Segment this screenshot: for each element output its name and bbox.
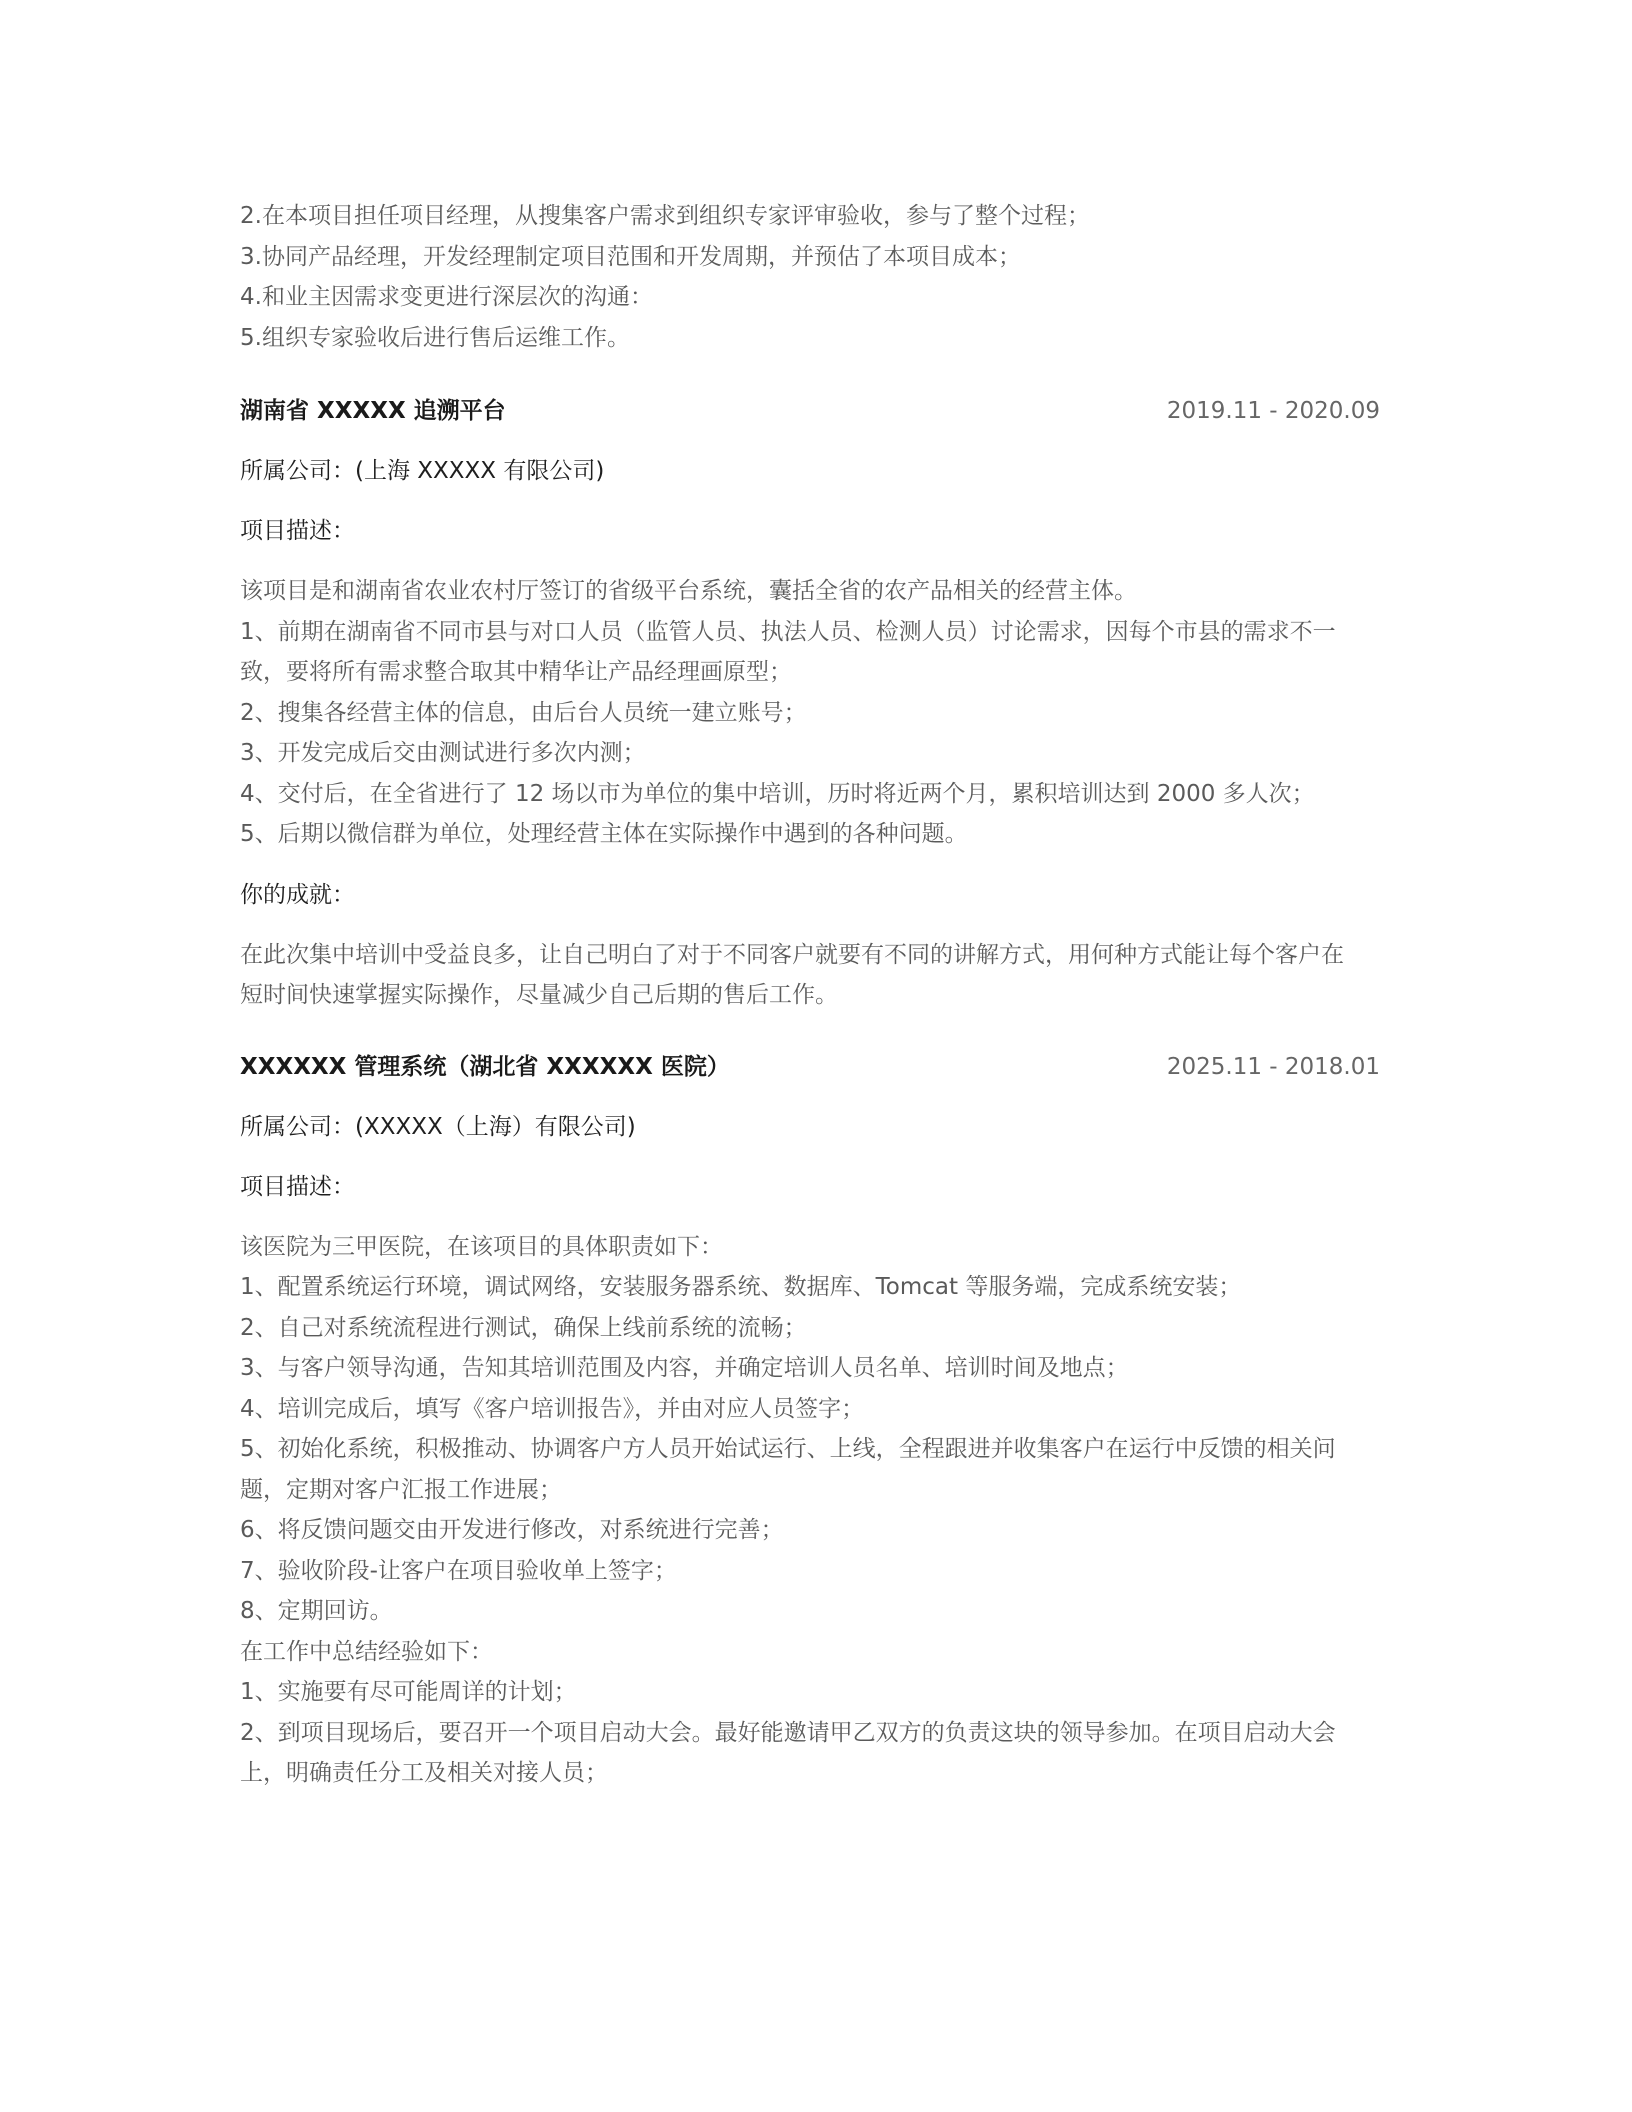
desc-line: 该项目是和湖南省农业农村厅签订的省级平台系统，囊括全省的农产品相关的经营主体。 xyxy=(240,578,1137,604)
desc-line: 1、实施要有尽可能周详的计划； xyxy=(240,1679,577,1705)
project-entry xyxy=(240,391,1380,1016)
desc-line: 3、开发完成后交由测试进行多次内测； xyxy=(240,740,646,766)
project-achievement xyxy=(240,935,1380,1016)
desc-line: 2、搜集各经营主体的信息，由后台人员统一建立账号； xyxy=(240,699,807,726)
desc-line: 2、到项目现场后，要召开一个项目启动大会。最好能邀请甲乙双方的负责这块的领导参加。在项目启动大会 xyxy=(240,1719,1336,1746)
intro-line: 2.在本项目担任项目经理，从搜集客户需求到组织专家评审验收，参与了整个过程； xyxy=(240,203,1090,229)
desc-line: 5、初始化系统，积极推动、协调客户方人员开始试运行、上线，全程跟进并收集客户在运行中反馈的相关问 xyxy=(240,1436,1336,1462)
achievement-line: 短时间快速掌握实际操作，尽量减少自己后期的售后工作。 xyxy=(240,982,838,1008)
achievement-line: 在此次集中培训中受益良多，让自己明白了对于不同客户就要有不同的讲解方式，用何种方式能让每个客户在 xyxy=(240,941,1344,968)
project-company: 所属公司：(上海 XXXXX 有限公司) xyxy=(240,458,605,484)
intro-line: 3.协同产品经理，开发经理制定项目范围和开发周期，并预估了本项目成本； xyxy=(240,243,1021,270)
project-description xyxy=(240,1227,1380,1794)
resume-page xyxy=(240,196,1380,1794)
project-title: XXXXXX 管理系统（湖北省 XXXXXX 医院） xyxy=(240,1053,730,1080)
desc-line: 5、后期以微信群为单位，处理经营主体在实际操作中遇到的各种问题。 xyxy=(240,821,968,847)
desc-line: 上，明确责任分工及相关对接人员； xyxy=(240,1760,608,1786)
desc-line: 4、交付后，在全省进行了 12 场以市为单位的集中培训，历时将近两个月，累积培训达到 2000 多人次； xyxy=(240,780,1315,807)
desc-line: 在工作中总结经验如下： xyxy=(240,1638,493,1665)
project-desc-label: 项目描述： xyxy=(240,518,355,544)
project-header xyxy=(240,391,1380,431)
desc-line: 2、自己对系统流程进行测试，确保上线前系统的流畅； xyxy=(240,1314,807,1341)
desc-line: 8、定期回访。 xyxy=(240,1598,393,1624)
intro-line: 5.组织专家验收后进行售后运维工作。 xyxy=(240,324,630,351)
desc-line: 7、验收阶段-让客户在项目验收单上签字； xyxy=(240,1557,677,1584)
project-entry xyxy=(240,1047,1380,1794)
project-date: 2019.11 - 2020.09 xyxy=(1166,398,1380,424)
desc-line: 6、将反馈问题交由开发进行修改，对系统进行完善； xyxy=(240,1517,784,1543)
desc-line: 1、配置系统运行环境，调试网络，安装服务器系统、数据库、Tomcat 等服务端，完成系统安装； xyxy=(240,1274,1242,1300)
desc-line: 该医院为三甲医院，在该项目的具体职责如下： xyxy=(240,1233,723,1260)
intro-line: 4.和业主因需求变更进行深层次的沟通： xyxy=(240,284,653,310)
desc-line: 题，定期对客户汇报工作进展； xyxy=(240,1476,562,1503)
desc-line: 致，要将所有需求整合取其中精华让产品经理画原型； xyxy=(240,659,792,685)
project-achievement-label: 你的成就： xyxy=(240,881,355,908)
desc-line: 4、培训完成后，填写《客户培训报告》，并由对应人员签字； xyxy=(240,1395,865,1422)
project-description xyxy=(240,571,1380,855)
project-title: 湖南省 XXXXX 追溯平台 xyxy=(240,398,506,424)
desc-line: 3、与客户领导沟通，告知其培训范围及内容，并确定培训人员名单、培训时间及地点； xyxy=(240,1355,1129,1381)
project-desc-label: 项目描述： xyxy=(240,1173,355,1200)
project-date: 2025.11 - 2018.01 xyxy=(1166,1053,1380,1080)
project-header xyxy=(240,1047,1380,1087)
project-company: 所属公司：(XXXXX（上海）有限公司) xyxy=(240,1113,636,1140)
desc-line: 1、前期在湖南省不同市县与对口人员（监管人员、执法人员、检测人员）讨论需求，因每个市县的需求不一 xyxy=(240,618,1336,645)
intro-responsibilities xyxy=(240,196,1380,358)
